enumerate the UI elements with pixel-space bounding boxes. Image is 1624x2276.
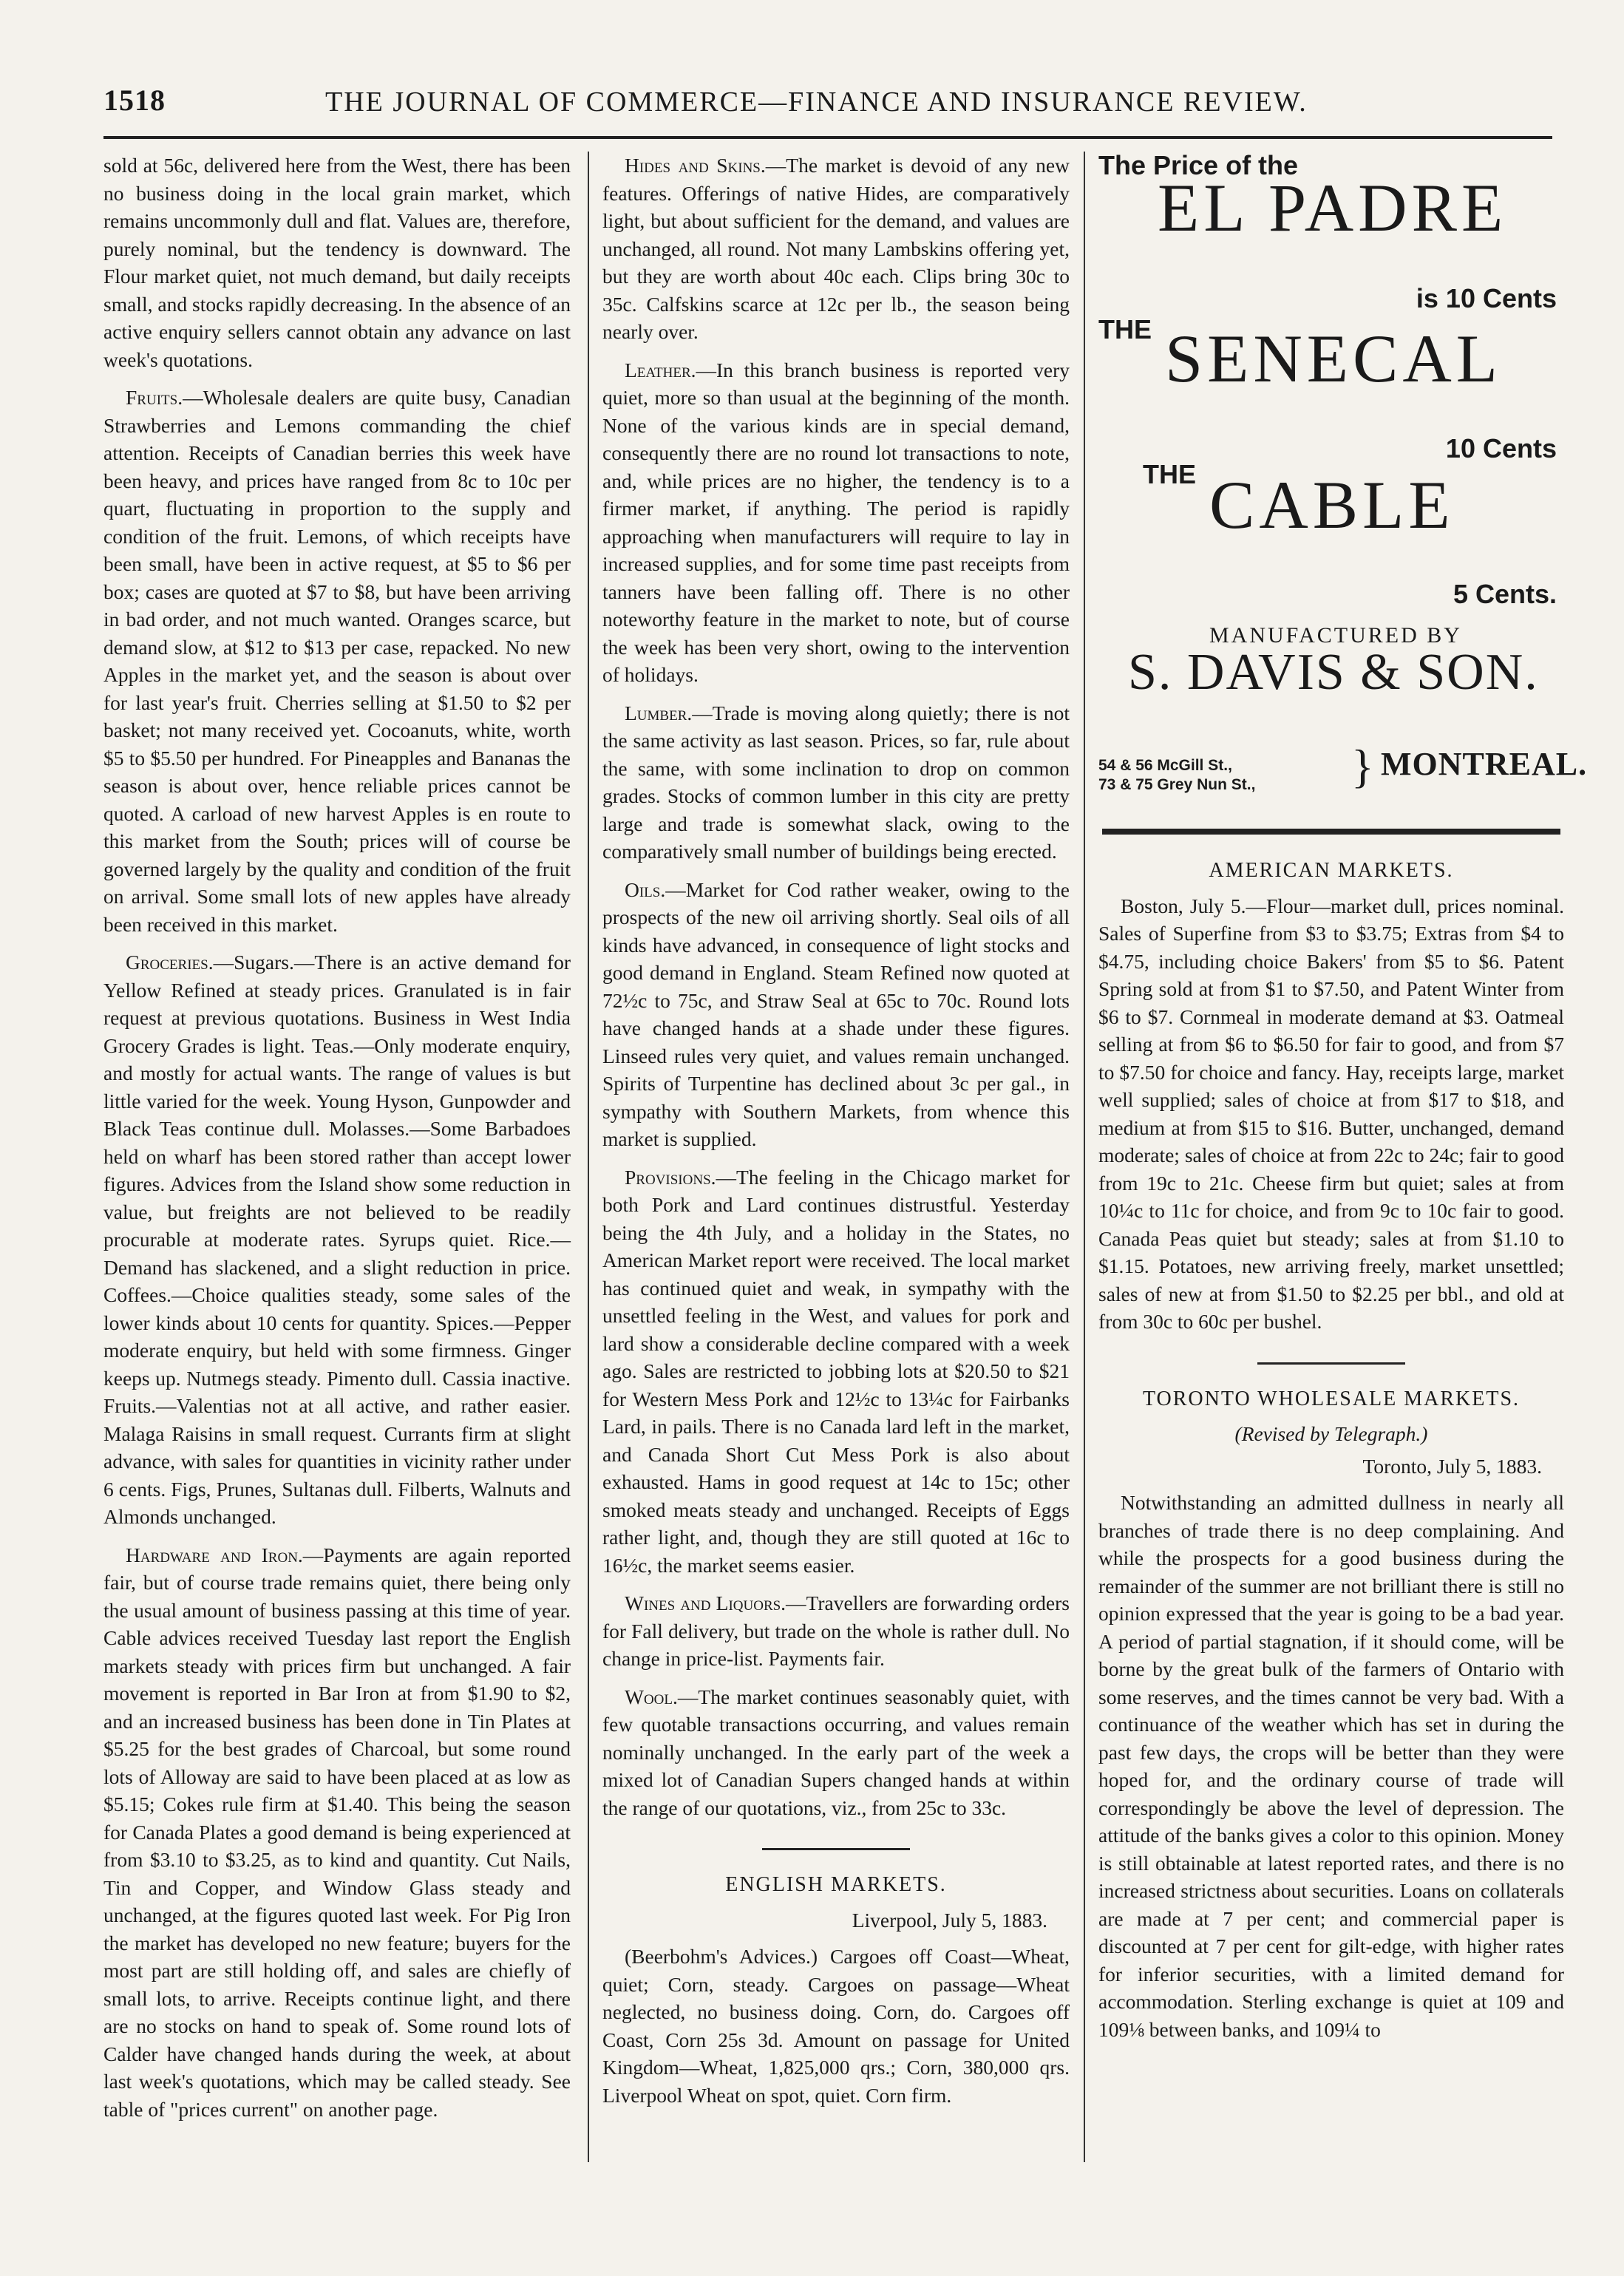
oils-text: Market for Cod rather weaker, owing to the prospects of the new oil arriving shortly. Seal oils of all kinds have advanced, in consequence of light stocks and good demand in England. Steam Refined now quoted at 72½c to 75c, and Straw Seal at 65c to 70c. Round lots have changed hands at a shade under these figures. Linseed rules very quiet, and values remain unchanged. Spirits of Turpentine has declined about 3c per gal., in sympathy with Southern Markets, from whence this market is supplied. [602, 877, 1070, 1150]
ad-brace: } [1351, 740, 1374, 792]
provisions-lead: Provisions.— [625, 1165, 737, 1189]
toronto-subhead: (Revised by Telegraph.) [1234, 1422, 1428, 1445]
ad-the-1: THE [1098, 314, 1152, 344]
ad-price-cable: 5 Cents. [1453, 579, 1557, 609]
section-rule [762, 1848, 910, 1850]
wool-lead: Wool.— [625, 1685, 699, 1708]
page-header [103, 83, 1552, 127]
hardware-paragraph [103, 1541, 571, 2124]
grain-paragraph: sold at 56c, delivered here from the West, there has been no business doing in the local grain market, which remains uncommonly dull and flat. Values are, therefore, purely nominal, but the tendency is downward. The Flour market quiet, not much demand, but daily receipts small, and stocks rapidly decreasing. In the absence of an active enquiry sellers cannot obtain any advance on last week's quotations. [103, 154, 571, 371]
leather-lead: Leather.— [625, 358, 717, 381]
hides-text: The market is devoid of any new features. Offerings of native Hides, are comparatively light, but about sufficient for the demand, and values are unchanged, all round. Not many Lambskins offering yet, but they are worth about 40c each. Clips bring 30c to 35c. Calfskins scarce at 12c per lb., the season being nearly over. [602, 154, 1070, 343]
english-markets-heading: ENGLISH MARKETS. [725, 1873, 947, 1896]
hides-paragraph [602, 152, 1070, 346]
page-number: 1518 [103, 84, 166, 117]
english-dateline: Liverpool, July 5, 1883. [852, 1908, 1047, 1932]
ad-city: MONTREAL. [1381, 746, 1588, 782]
ad-brand-el-padre: EL PADRE [1158, 170, 1508, 245]
american-markets-paragraph: Boston, July 5.—Flour—market dull, prices nominal. Sales of Superfine from $3 to $3.75; Extras from $4 to $4.75, including choice Bakers' from $5 to $6. Patent Spring sold at from $1 to $7.50, and Patent Winter from $6 to $7. Cornmeal in moderate demand at $3. Oatmeal selling at from $6 to $6.50 for fair to good, and from $7 to $7.50 for choice and fancy. Hay, receipts large, market well supplied; sales of choice at from $17 to $18, and medium at from $15 to $16. Butter, unchanged, demand moderate; sales of choice at from 22c to 24c; fair to good from 19c to 21c. Cheese firm but quiet; sales at from 10¼c to 11c for choice, and from 9c to 10c fair to good. Canada Peas quiet but steady; sales at from $1.10 to $1.15. Potatoes, new arriving freely, market unsettled; sales of new at from $1.50 to $2.25 per bbl., and old at from 30c to 60c per bushel. [1098, 894, 1564, 1333]
wines-lead: Wines and Liquors.— [625, 1591, 806, 1614]
column-divider [1084, 152, 1085, 2162]
ad-the-2: THE [1143, 459, 1196, 489]
column-3 [1098, 150, 1588, 2184]
journal-title: THE JOURNAL OF COMMERCE—FINANCE AND INSURANCE REVIEW. [325, 86, 1308, 118]
toronto-markets-paragraph: Notwithstanding an admitted dullness in nearly all branches of trade there is no deep complaining. And while the prospects for a good business during the remainder of the summer are not brilliant there is still no opinion expressed that the year is going to be a bad year. A period of partial stagnation, if it should come, will be borne by the great bulk of the farmers of Ontario with some reserves, and the times cannot be very bad. With a continuance of the weather which has set in during the past few days, the crops will be better than they were hoped for, and the ordinary course of trade will correspondingly be above the level of depression. The attitude of the banks gives a color to this opinion. Money is still obtainable at latest reported rates, and there is no increased strictness about securities. Loans on collaterals are made at 7 per cent; and commercial paper is discounted at 7 per cent for gilt-edge, with higher rates for inferior securities, with a limited demand for accommodation. Sterling exchange is quiet at 109 and 109⅛ between banks, and 109¼ to [1098, 1491, 1564, 2041]
ad-price-el-padre: is 10 Cents [1416, 283, 1557, 313]
tobacco-advertisement [1098, 150, 1588, 817]
english-markets-paragraph: (Beerbohm's Advices.) Cargoes off Coast—Wheat, quiet; Corn, steady. Cargoes on passage—Wheat neglected, no business doing. Corn, do. Cargoes off Coast, Corn 25s 3d. Amount on passage for United Kingdom—Wheat, 1,825,000 qrs.; Corn, 380,000 qrs. Liverpool Wheat on spot, quiet. Corn firm. [602, 1945, 1070, 2107]
oils-paragraph [602, 876, 1070, 1153]
american-markets-heading: AMERICAN MARKETS. [1209, 859, 1454, 882]
hardware-lead: Hardware and Iron.— [126, 1543, 324, 1566]
wool-paragraph [602, 1683, 1070, 1822]
ad-line-price-of: The Price of the [1098, 150, 1299, 180]
groceries-lead: Groceries.— [126, 951, 234, 974]
wines-text: Travellers are forwarding orders for Fall delivery, but trade on the whole is rather dull. No change in price-list. Payments fair. [602, 1591, 1070, 1670]
provisions-text: The feeling in the Chicago market for both Pork and Lard continues distrustful. Yesterday being the 4th July, and a holiday in the States, no American Market report were received. The local market has continued quiet and weak, in sympathy with the unsettled feeling in the West, and values for pork and lard show a considerable decline compared with a week ago. Sales are restricted to jobbing lots at $20.50 to $21 for Western Mess Pork and 12½c to 13¼c for Fairbanks Lard, in pails. There is no Canada lard left in the market, and Canada Short Cut Mess Pork is also about exhausted. Hams in good request at 14c to 15c; other smoked meats steady and unchanged. Receipts of Eggs rather light, and, though they are still quoted at 16c to 16½c, the market seems easier. [602, 1165, 1070, 1577]
provisions-paragraph [602, 1164, 1070, 1580]
header-rule [103, 136, 1552, 139]
section-rule [1257, 1362, 1405, 1365]
toronto-dateline: Toronto, July 5, 1883. [1362, 1454, 1542, 1478]
hardware-text: Payments are again reported fair, but of course trade remains quiet, there being only the usual amount of business passing at this time of year. Cable advices received Tuesday last report the English markets steady with prices firm but unchanged. A fair movement is reported in Bar Iron at from $1.90 to $2, and an increased business has been done in Tin Plates at $5.25 for the best grades of Charcoal, but some round lots of Alloway are said to have been placed at as low as $5.15; Cokes rule firm at $1.40. This being the season for Canada Plates a good demand is being experienced at from $3.10 to $3.25, as to kind and quantity. Cut Nails, Tin and Copper, and Window Glass steady and unchanged, at the figures quoted last week. For Pig Iron the market has developed no new feature; buyers for the most part are still holding off, and sales are chiefly of small lots, to arrive. Receipts continue light, and there are no stocks on hand to speak of. Some round lots of Calder have changed hands during the week, at about last week's quotations, which may be called steady. See table of "prices current" on another page. [103, 1543, 571, 2121]
ad-maker-name: S. DAVIS & SON. [1128, 644, 1539, 701]
column-divider [588, 152, 589, 2162]
lumber-text: Trade is moving along quietly; there is not the same activity as last season. Prices, so far, rule about the same, with some inclination to drop on common grades. Stocks of common lumber in this city are pretty large and trade is somewhat slack, owing to the comparatively small number of buildings being erected. [602, 701, 1070, 863]
fruits-paragraph [103, 384, 571, 938]
ad-bottom-rule [1102, 829, 1560, 835]
lumber-paragraph [602, 699, 1070, 866]
lumber-lead: Lumber.— [625, 701, 713, 724]
oils-lead: Oils.— [625, 877, 686, 901]
ad-brand-senecal: SENECAL [1165, 321, 1502, 396]
wool-text: The market continues seasonably quiet, with few quotable transactions occurring, and values remain nominally unchanged. In the early part of the week a mixed lot of Canadian Supers changed hands at within the range of our quotations, viz., from 25c to 33c. [602, 1685, 1070, 1819]
leather-text: In this branch business is reported very quiet, more so than usual at the beginning of the month. None of the various kinds are in special demand, consequently there are no round lot transactions to note, and, while prices are no higher, the tendency is to a firmer market, if anything. The period is rapidly approaching when manufacturers will require to lay in increased supplies, and for some time past receipts from tanners have been falling off. There is no other noteworthy feature in the market to note, but of course the week has been very short, owing to the intervention of holidays. [602, 358, 1070, 686]
hides-lead: Hides and Skins.— [625, 154, 786, 177]
wines-paragraph [602, 1589, 1070, 1673]
ad-address-1: 54 & 56 McGill St., [1098, 757, 1232, 774]
fruits-lead: Fruits.— [126, 386, 203, 409]
column-2 [602, 152, 1070, 2184]
fruits-text: Wholesale dealers are quite busy, Canadian Strawberries and Lemons commanding the chief attention. Receipts of Canadian berries this week have been heavy, and prices have ranged from 8c to 10c per quart, fluctuating in proportion to the supply and condition of the fruit. Lemons, of which receipts have been small, have been in active request, at $5 to $6 per box; cases are quoted at $7 to $8, but have been arriving in bad order, and not much wanted. Oranges scarce, but demand slow, at $12 to $13 per case, repacked. No new Apples in the market yet, and the season is about over for last year's fruit. Cherries selling at $1.50 to $2 per basket; not many received yet. Cocoanuts, white, worth $5 to $5.50 per hundred. For Pineapples and Bananas the season is about over, hence reliable prices cannot be quoted. A carload of new harvest Apples is en route to this market from the South; prices will of course be governed largely by the quality and condition of the fruit on arrival. Some small lots of new apples have already been received in this market. [103, 386, 571, 936]
leather-paragraph [602, 356, 1070, 689]
groceries-paragraph [103, 948, 571, 1531]
column-1 [103, 152, 571, 2184]
toronto-markets-heading: TORONTO WHOLESALE MARKETS. [1142, 1387, 1521, 1410]
groceries-text: Sugars.—There is an active demand for Yellow Refined at steady prices. Granulated is in fair request at previous quotations. Business in West India Grocery Grades is light. Teas.—Only moderate enquiry, and mostly for actual wants. The range of values is but little varied for the week. Young Hyson, Gunpowder and Black Teas continue dull. Molasses.—Some Barbadoes held on wharf has been stored rather than accept lower figures. Advices from the Island show some reduction in value, but freights are not believed to be readily procurable at moderate rates. Syrups quiet. Rice.—Demand has slackened, and a slight reduction in price. Coffees.—Choice qualities steady, some sales of the lower kinds about 10 cents for quantity. Spices.—Pepper moderate enquiry, but held with some firmness. Ginger keeps up. Nutmegs steady. Pimento dull. Cassia inactive. Fruits.—Valentias not at all active, and rather easier. Malaga Raisins in small request. Currants firm at slight advance, with sales for quantities in vicinity rather under 6 cents. Figs, Prunes, Sultanas dull. Filberts, Walnuts and Almonds unchanged. [103, 951, 571, 1528]
ad-price-senecal: 10 Cents [1445, 433, 1557, 463]
ad-address-2: 73 & 75 Grey Nun St., [1098, 776, 1256, 793]
ad-brand-cable: CABLE [1209, 467, 1455, 543]
ad-manufactured-by: MANUFACTURED BY [1209, 623, 1462, 648]
